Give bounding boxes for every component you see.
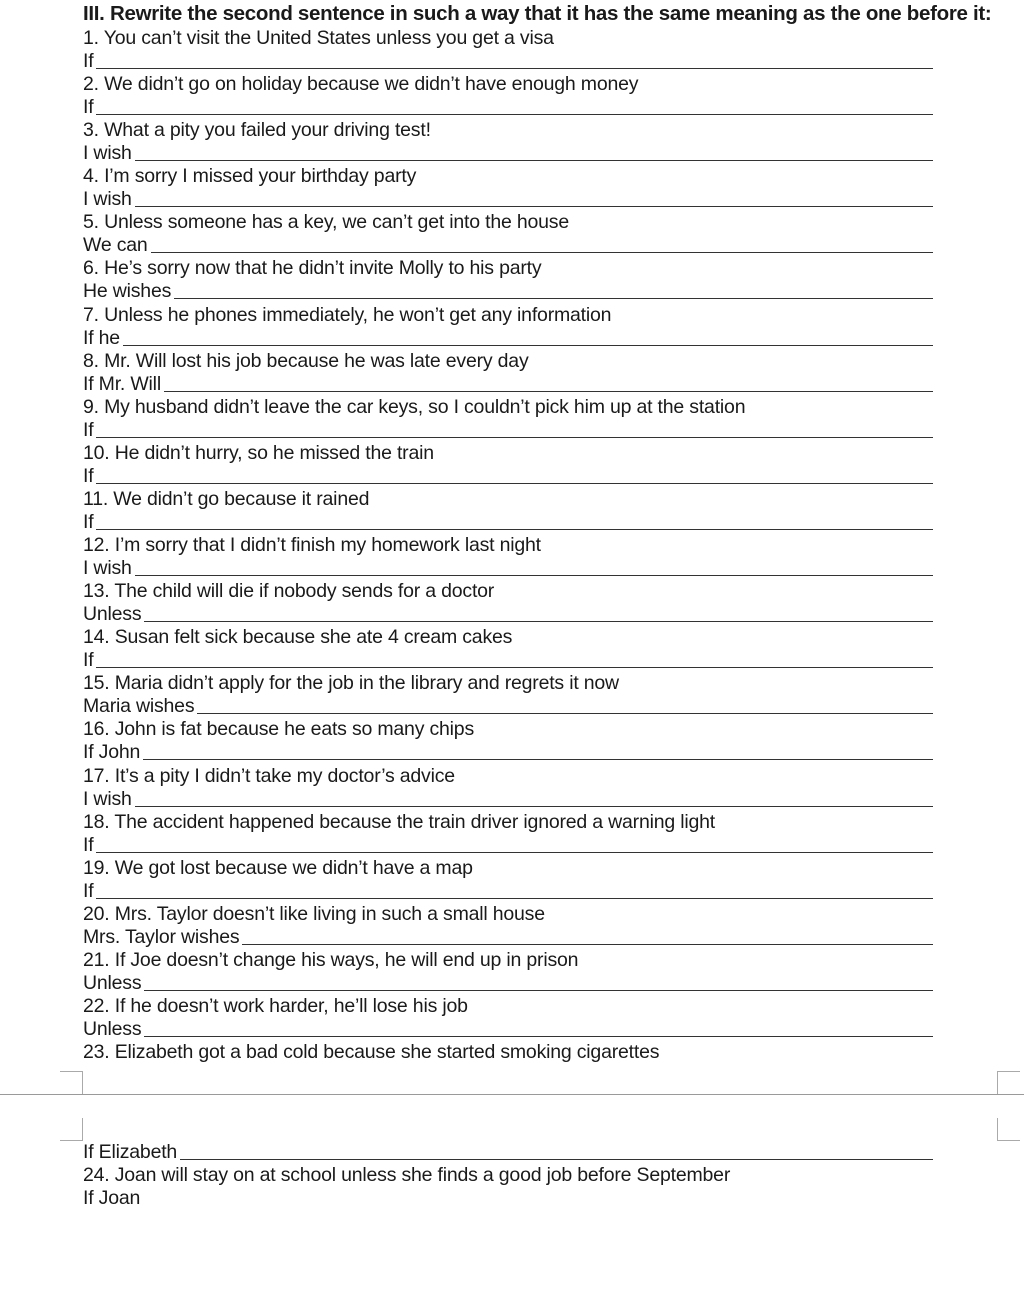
answer-field[interactable] bbox=[83, 649, 933, 672]
sentence: 9. My husband didn’t leave the car keys, so I couldn’t pick him up at the station bbox=[83, 395, 746, 418]
sentence: 15. Maria didn’t apply for the job in the library and regrets it now bbox=[83, 672, 619, 695]
page-break bbox=[0, 1094, 1024, 1095]
answer-field[interactable] bbox=[83, 741, 933, 764]
answer-line bbox=[96, 898, 933, 899]
exercise-item-19 bbox=[83, 857, 933, 903]
answer-line bbox=[180, 1159, 933, 1160]
exercise-item-5 bbox=[83, 211, 933, 257]
sentence: 13. The child will die if nobody sends for a doctor bbox=[83, 580, 495, 603]
exercise-item-18 bbox=[83, 811, 933, 857]
answer-line bbox=[123, 345, 933, 346]
sentence: 3. What a pity you failed your driving test! bbox=[83, 119, 431, 142]
answer-field[interactable] bbox=[83, 972, 933, 995]
exercise-item-15 bbox=[83, 672, 933, 718]
sentence: 2. We didn’t go on holiday because we didn’t have enough money bbox=[83, 73, 639, 96]
answer-field[interactable] bbox=[83, 695, 933, 718]
exercise-item-6 bbox=[83, 257, 933, 303]
answer-prompt: If bbox=[83, 50, 94, 72]
exercise-item-11 bbox=[83, 488, 933, 534]
answer-line bbox=[174, 298, 933, 299]
sentence: 7. Unless he phones immediately, he won’t get any information bbox=[83, 303, 612, 326]
sentence: 5. Unless someone has a key, we can’t get into the house bbox=[83, 211, 569, 234]
answer-field[interactable] bbox=[83, 834, 933, 857]
answer-prompt: I wish bbox=[83, 787, 132, 810]
answer-prompt: I wish bbox=[83, 142, 132, 165]
sentence: 23. Elizabeth got a bad cold because she started smoking cigarettes bbox=[83, 1041, 660, 1064]
answer-line bbox=[242, 944, 933, 945]
answer-line bbox=[96, 852, 933, 853]
answer-prompt: If Joan bbox=[83, 1187, 141, 1209]
sentence: 16. John is fat because he eats so many chips bbox=[83, 718, 474, 741]
sentence: 8. Mr. Will lost his job because he was late every day bbox=[83, 349, 529, 372]
exercise-item-14 bbox=[83, 626, 933, 672]
answer-line bbox=[135, 160, 933, 161]
exercise-item-10 bbox=[83, 442, 933, 488]
answer-field[interactable] bbox=[83, 373, 933, 396]
sentence: 4. I’m sorry I missed your birthday party bbox=[83, 165, 417, 188]
exercise-item-20 bbox=[83, 903, 933, 949]
answer-line bbox=[135, 206, 933, 207]
page-corner-mark bbox=[997, 1118, 1020, 1141]
sentence: 11. We didn’t go because it rained bbox=[83, 487, 370, 510]
answer-prompt: I wish bbox=[83, 557, 132, 580]
page-corner-mark bbox=[60, 1071, 83, 1094]
sentence: 14. Susan felt sick because she ate 4 cream cakes bbox=[83, 626, 513, 649]
exercise-item-9 bbox=[83, 396, 933, 442]
exercise-item-3 bbox=[83, 119, 933, 165]
page-corner-mark bbox=[997, 1071, 1020, 1094]
answer-field[interactable] bbox=[83, 327, 933, 350]
sentence: 22. If he doesn’t work harder, he’ll lose his job bbox=[83, 994, 468, 1017]
exercise-heading: III. Rewrite the second sentence in such a way that it has the same meaning as the one before it: bbox=[83, 2, 992, 25]
sentence: 21. If Joe doesn’t change his ways, he will end up in prison bbox=[83, 948, 579, 971]
answer-field[interactable] bbox=[83, 788, 933, 811]
answer-prompt: Maria wishes bbox=[83, 695, 195, 718]
answer-field[interactable] bbox=[83, 234, 933, 257]
exercise-item-21 bbox=[83, 949, 933, 995]
answer-field[interactable] bbox=[83, 419, 933, 442]
answer-field[interactable] bbox=[83, 511, 933, 534]
answer-line bbox=[96, 437, 933, 438]
answer-line bbox=[151, 252, 933, 253]
exercise-item-2 bbox=[83, 73, 933, 119]
answer-field[interactable] bbox=[83, 1187, 933, 1210]
answer-prompt: If John bbox=[83, 741, 141, 764]
answer-prompt: If bbox=[83, 833, 94, 856]
sentence: 6. He’s sorry now that he didn’t invite Molly to his party bbox=[83, 257, 542, 280]
answer-line bbox=[96, 68, 933, 69]
answer-line bbox=[197, 713, 933, 714]
answer-field[interactable] bbox=[83, 1018, 933, 1041]
sentence: 19. We got lost because we didn’t have a map bbox=[83, 856, 473, 879]
sentence: 10. He didn’t hurry, so he missed the train bbox=[83, 441, 434, 464]
answer-field[interactable] bbox=[83, 465, 933, 488]
sentence: 12. I’m sorry that I didn’t finish my homework last night bbox=[83, 534, 541, 557]
answer-prompt: If bbox=[83, 510, 94, 533]
exercise-item-7 bbox=[83, 304, 933, 350]
exercise-item-13 bbox=[83, 580, 933, 626]
exercise-item-17 bbox=[83, 765, 933, 811]
answer-prompt: If he bbox=[83, 326, 120, 349]
answer-field[interactable] bbox=[83, 880, 933, 903]
exercise-item-12 bbox=[83, 534, 933, 580]
answer-prompt: If bbox=[83, 879, 94, 902]
answer-field[interactable] bbox=[83, 557, 933, 580]
answer-line bbox=[96, 667, 933, 668]
answer-prompt: Unless bbox=[83, 1017, 142, 1040]
answer-line bbox=[144, 1036, 933, 1037]
answer-prompt: I wish bbox=[83, 188, 132, 211]
answer-line bbox=[135, 575, 933, 576]
answer-prompt: If bbox=[83, 418, 94, 441]
answer-prompt: If bbox=[83, 96, 94, 119]
answer-prompt: If Elizabeth bbox=[83, 1141, 178, 1163]
answer-field[interactable] bbox=[83, 142, 933, 165]
page-corner-mark bbox=[60, 1118, 83, 1141]
answer-prompt: We can bbox=[83, 234, 148, 257]
answer-line bbox=[135, 806, 933, 807]
answer-field[interactable] bbox=[83, 926, 933, 949]
answer-prompt: Unless bbox=[83, 603, 142, 626]
answer-field[interactable] bbox=[83, 280, 933, 303]
answer-field[interactable] bbox=[83, 96, 933, 119]
answer-prompt: If bbox=[83, 464, 94, 487]
sentence: 24. Joan will stay on at school unless she finds a good job before September bbox=[83, 1164, 731, 1186]
answer-field[interactable] bbox=[83, 603, 933, 626]
answer-field[interactable] bbox=[83, 1141, 933, 1164]
answer-line bbox=[96, 529, 933, 530]
sentence: 1. You can’t visit the United States unless you get a visa bbox=[83, 27, 554, 49]
answer-line bbox=[96, 483, 933, 484]
answer-prompt: Mrs. Taylor wishes bbox=[83, 925, 240, 948]
answer-line bbox=[143, 759, 933, 760]
answer-prompt: If bbox=[83, 649, 94, 672]
answer-line bbox=[96, 114, 933, 115]
answer-prompt: He wishes bbox=[83, 280, 172, 303]
answer-line bbox=[164, 391, 933, 392]
exercise-item-23 bbox=[83, 1041, 933, 1087]
exercise-item-16 bbox=[83, 718, 933, 764]
answer-field[interactable] bbox=[83, 188, 933, 211]
exercise-item-1 bbox=[83, 27, 933, 73]
exercise-list bbox=[83, 27, 933, 1087]
sentence: 17. It’s a pity I didn’t take my doctor’s advice bbox=[83, 764, 455, 787]
answer-line bbox=[144, 621, 933, 622]
answer-line bbox=[144, 990, 933, 991]
exercise-item-22 bbox=[83, 995, 933, 1041]
sentence: 20. Mrs. Taylor doesn’t like living in such a small house bbox=[83, 902, 545, 925]
answer-field[interactable] bbox=[83, 50, 933, 73]
answer-prompt: Unless bbox=[83, 971, 142, 994]
exercise-item-4 bbox=[83, 165, 933, 211]
exercise-item-8 bbox=[83, 350, 933, 396]
answer-prompt: If Mr. Will bbox=[83, 372, 161, 395]
exercise-list-page-2 bbox=[83, 1141, 933, 1210]
sentence: 18. The accident happened because the train driver ignored a warning light bbox=[83, 810, 716, 833]
